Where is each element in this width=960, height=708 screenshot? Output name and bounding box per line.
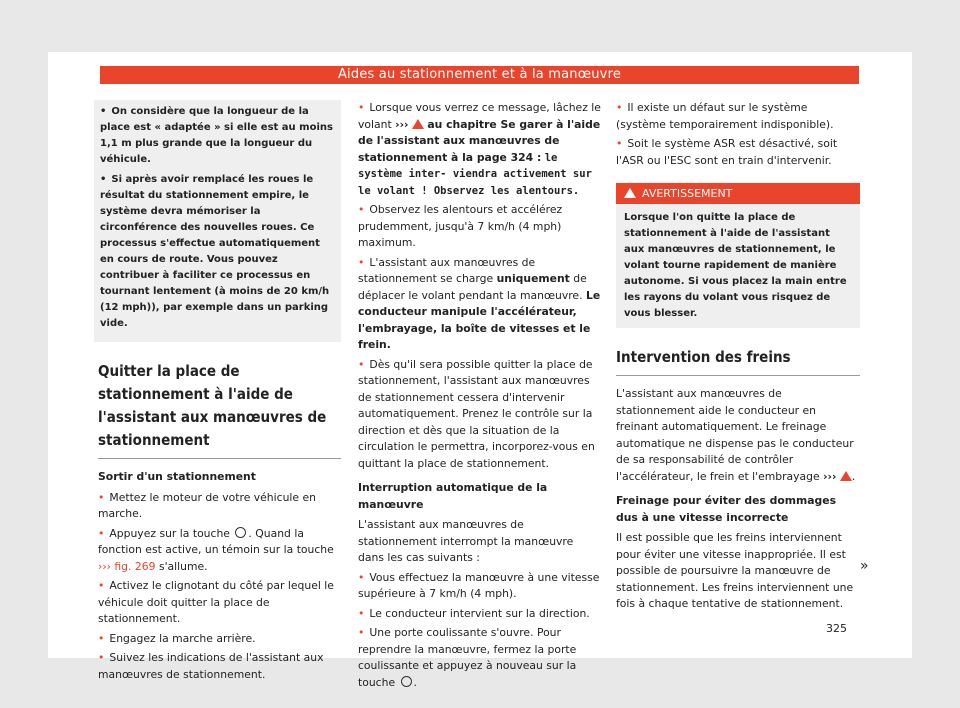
steering-button-icon [235, 527, 246, 538]
list-item: • Suivez les indications de l'assistant aux manœuvres de stationnement. [98, 650, 341, 683]
list-item: • Dès qu'il sera possible quitter la place de stationnement, l'assistant aux manœuvres de stationnement cessera d'intervenir automatiquement. Prenez le contrôle sur la direction et dès que la situation de la circulation le permettra, incorporez-vous en quittant la place de stationnement. [358, 357, 601, 473]
section-title: Intervention des freins [616, 346, 860, 376]
subheading: Sortir d'un stationnement [98, 470, 256, 483]
list-item: • Activez le clignotant du côté par lequel le véhicule doit quitter la place de stationnement. [98, 578, 341, 628]
paragraph: L'assistant aux manœuvres de stationnement aide le conducteur en freinant automatiquement. Le freinage automatique ne dispense pas le conducteur de sa responsabilité de contrôler l'accélérateur, le frein et l'embrayage ››› . [616, 387, 856, 483]
list-item: • Appuyez sur la touche . Quand la fonction est active, un témoin sur la touche ››› fig. 269 s'allume. [98, 526, 341, 576]
note-item: • On considère que la longueur de la place est « adaptée » si elle est au moins 1,1 m plus grande que la longueur du véhicule. [100, 104, 333, 168]
paragraph: L'assistant aux manœuvres de stationnement interrompt la manœuvre dans les cas suivants : [358, 518, 574, 564]
subheading: Interruption automatique de la manœuvre [358, 481, 548, 511]
note-item: • Si après avoir remplacé les roues le résultat du stationnement empire, le système devra mémoriser la circonférence des nouvelles roues. Ce processus s'effectue automatiquement en cours de route. Vous pouvez contribuer à faciliter ce processus en tournant lentement (à moins de 20 km/h (12 mph)), par exemple dans un parking vide. [100, 172, 333, 332]
column-2 [358, 100, 601, 694]
page-header: Aides au stationnement et à la manœuvre [100, 66, 859, 84]
steering-button-icon [401, 676, 412, 687]
subheading: Freinage pour éviter des dommages dus à une vitesse incorrecte [616, 494, 837, 524]
paragraph: Il est possible que les freins interviennent pour éviter une vitesse inappropriée. Il est possible de poursuivre la manœuvre de stationnement. Les freins interviennent une fois à chaque tentative de stationnement. [616, 531, 854, 610]
warning-icon [624, 188, 636, 198]
column-1 [98, 100, 341, 686]
page-number: 325 [826, 622, 847, 635]
note-box [94, 100, 341, 342]
list-item: • Lorsque vous verrez ce message, lâchez le volant ››› au chapitre Se garer à l'aide de l'assistant aux manœuvres de stationnement à la page 324 : le système inter- viendra activement sur le volant ! Observez les alentours. [358, 100, 601, 199]
list-item: • Une porte coulissante s'ouvre. Pour reprendre la manœuvre, fermez la porte coulissante et appuyez à nouveau sur la touche . [358, 625, 601, 691]
list-item: • Soit le système ASR est désactivé, soit l'ASR ou l'ESC sont en train d'intervenir. [616, 136, 860, 169]
list-item: • L'assistant aux manœuvres de stationnement se charge uniquement de déplacer le volant pendant la manœuvre. Le conducteur manipule l'accélérateur, l'embrayage, la boîte de vitesses et le frein. [358, 255, 601, 354]
list-item: • Mettez le moteur de votre véhicule en marche. [98, 490, 341, 523]
list-item: • Il existe un défaut sur le système (système temporairement indisponible). [616, 100, 860, 133]
list-item: • Engagez la marche arrière. [98, 631, 341, 648]
list-item: • Observez les alentours et accélérez prudemment, jusqu'à 7 km/h (4 mph) maximum. [358, 202, 601, 252]
warning-icon [840, 471, 852, 481]
section-title: Quitter la place de stationnement à l'aide de l'assistant aux manœuvres de stationnement [98, 360, 341, 459]
warning-text: Lorsque l'on quitte la place de stationnement à l'aide de l'assistant aux manœuvres de stationnement, le volant tourne rapidement de manière autonome. Si vous placez la main entre les rayons du volant vous risquez de vous blesser. [624, 212, 847, 319]
warning-box [616, 183, 860, 328]
list-item: • Le conducteur intervient sur la direction. [358, 606, 601, 623]
list-item: • Vous effectuez la manœuvre à une vitesse supérieure à 7 km/h (4 mph). [358, 570, 601, 603]
figure-link[interactable]: ››› fig. 269 [98, 559, 156, 573]
warning-header: AVERTISSEMENT [616, 183, 860, 204]
column-3 [616, 100, 860, 616]
warning-icon [412, 119, 424, 129]
continue-arrow: » [860, 558, 869, 574]
